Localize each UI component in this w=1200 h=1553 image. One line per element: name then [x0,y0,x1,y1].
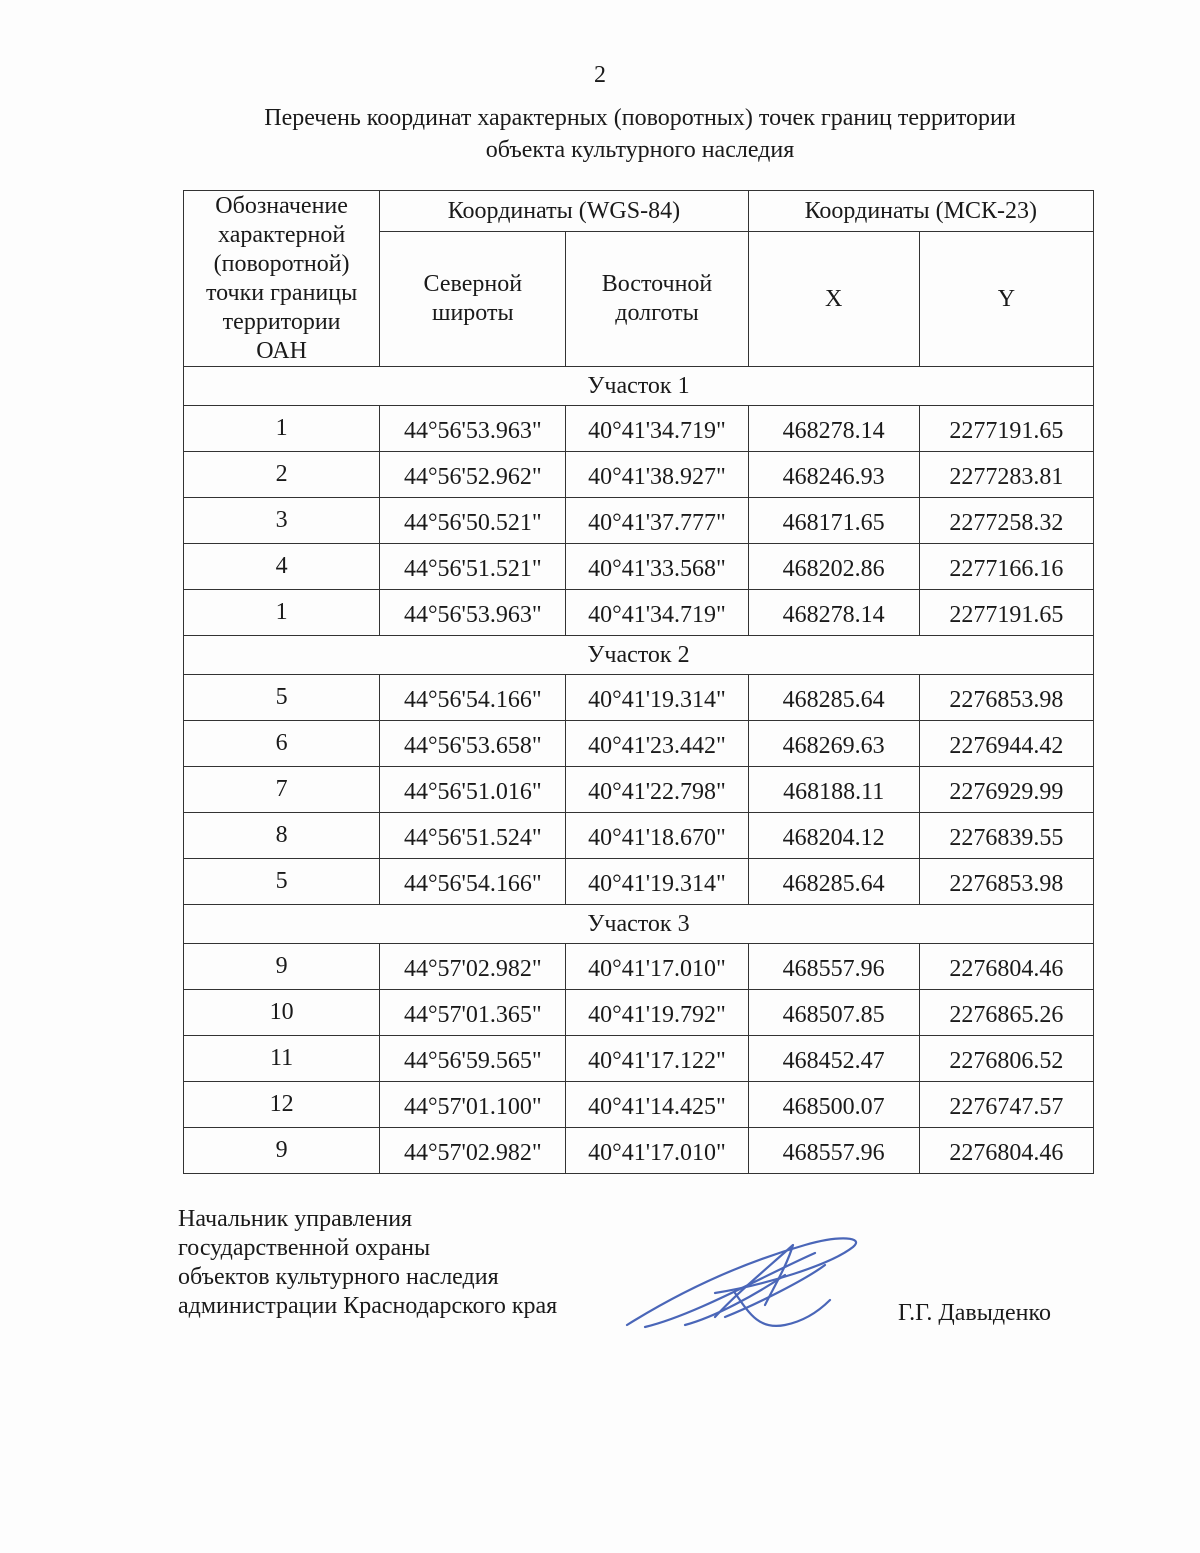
point-number-cell: 5 [184,859,380,905]
table-row [184,406,1094,452]
latitude-cell: 44°56'53.658" [380,721,566,767]
position-line: Начальник управления [178,1206,413,1232]
point-number-cell: 5 [184,675,380,721]
table-row [184,1128,1094,1174]
longitude-cell: 40°41'14.425" [566,1082,748,1128]
point-number-cell: 9 [184,944,380,990]
latitude-cell: 44°57'01.100" [380,1082,566,1128]
latitude-cell: 44°56'59.565" [380,1036,566,1082]
x-coordinate-cell: 468285.64 [748,675,919,721]
x-coordinate-cell: 468171.65 [748,498,919,544]
position-line: администрации Краснодарского края [178,1293,558,1319]
wgs84-header: Координаты (WGS-84) [380,191,748,232]
y-coordinate-cell: 2276806.52 [919,1036,1093,1082]
latitude-cell: 44°56'53.963" [380,590,566,636]
y-coordinate-cell: 2276804.46 [919,1128,1093,1174]
point-number-cell: 4 [184,544,380,590]
y-coordinate-cell: 2277283.81 [919,452,1093,498]
y-coordinate-cell: 2276929.99 [919,767,1093,813]
x-coordinate-cell: 468202.86 [748,544,919,590]
position-line: объектов культурного наследия [178,1264,499,1290]
x-coordinate-cell: 468557.96 [748,944,919,990]
latitude-cell: 44°57'01.365" [380,990,566,1036]
x-coordinate-cell: 468452.47 [748,1036,919,1082]
longitude-cell: 40°41'34.719" [566,590,748,636]
point-number-cell: 1 [184,406,380,452]
table-row [184,544,1094,590]
handwritten-signature [615,1225,875,1335]
latitude-cell: 44°56'51.524" [380,813,566,859]
table-row [184,721,1094,767]
x-coordinate-cell: 468278.14 [748,590,919,636]
table-row [184,944,1094,990]
point-number-cell: 7 [184,767,380,813]
point-number-cell: 12 [184,1082,380,1128]
section-row [184,636,1094,675]
longitude-cell: 40°41'34.719" [566,406,748,452]
longitude-cell: 40°41'33.568" [566,544,748,590]
y-coordinate-cell: 2276853.98 [919,675,1093,721]
longitude-cell: 40°41'37.777" [566,498,748,544]
y-coordinate-cell: 2277191.65 [919,406,1093,452]
point-number-cell: 11 [184,1036,380,1082]
msk23-header: Координаты (МСК-23) [748,191,1093,232]
latitude-cell: 44°56'52.962" [380,452,566,498]
longitude-cell: 40°41'19.314" [566,859,748,905]
y-coordinate-cell: 2276944.42 [919,721,1093,767]
x-coordinate-cell: 468188.11 [748,767,919,813]
table-row [184,859,1094,905]
longitude-header: Восточной долготы [566,232,748,367]
table-row [184,767,1094,813]
table-row [184,452,1094,498]
x-coordinate-cell: 468500.07 [748,1082,919,1128]
latitude-cell: 44°57'02.982" [380,1128,566,1174]
point-number-cell: 10 [184,990,380,1036]
table-row [184,675,1094,721]
y-coordinate-cell: 2277191.65 [919,590,1093,636]
latitude-cell: 44°56'53.963" [380,406,566,452]
latitude-cell: 44°56'54.166" [380,859,566,905]
table-row [184,990,1094,1036]
point-number-cell: 2 [184,452,380,498]
table-row [184,590,1094,636]
longitude-cell: 40°41'38.927" [566,452,748,498]
longitude-cell: 40°41'17.122" [566,1036,748,1082]
document-title [140,102,1140,166]
table-row [184,498,1094,544]
longitude-cell: 40°41'18.670" [566,813,748,859]
x-coordinate-cell: 468278.14 [748,406,919,452]
point-number-cell: 6 [184,721,380,767]
x-coordinate-cell: 468285.64 [748,859,919,905]
table-row [184,813,1094,859]
signatory-name: Г.Г. Давыденко [898,1300,1051,1326]
x-coordinate-cell: 468507.85 [748,990,919,1036]
point-designation-header: Обозначение характерной (поворотной) точки границы территории ОАН [184,191,380,367]
y-coordinate-cell: 2277258.32 [919,498,1093,544]
longitude-cell: 40°41'17.010" [566,1128,748,1174]
page-number: 2 [594,62,606,88]
table-row [184,1082,1094,1128]
point-number-cell: 8 [184,813,380,859]
position-line: государственной охраны [178,1235,431,1261]
longitude-cell: 40°41'22.798" [566,767,748,813]
latitude-cell: 44°57'02.982" [380,944,566,990]
section-title: Участок 3 [184,905,1094,944]
point-number-cell: 3 [184,498,380,544]
table-header-row [184,191,1094,232]
longitude-cell: 40°41'19.314" [566,675,748,721]
x-coordinate-cell: 468557.96 [748,1128,919,1174]
x-coordinate-cell: 468246.93 [748,452,919,498]
longitude-cell: 40°41'23.442" [566,721,748,767]
longitude-cell: 40°41'19.792" [566,990,748,1036]
y-coordinate-cell: 2276804.46 [919,944,1093,990]
x-coordinate-cell: 468269.63 [748,721,919,767]
latitude-cell: 44°56'54.166" [380,675,566,721]
section-row [184,367,1094,406]
point-number-cell: 1 [184,590,380,636]
coordinates-table [183,190,1094,1174]
section-title: Участок 2 [184,636,1094,675]
x-coordinate-cell: 468204.12 [748,813,919,859]
table-row [184,1036,1094,1082]
y-header: Y [919,232,1093,367]
y-coordinate-cell: 2276865.26 [919,990,1093,1036]
x-header: X [748,232,919,367]
point-number-cell: 9 [184,1128,380,1174]
y-coordinate-cell: 2276839.55 [919,813,1093,859]
title-line-2: объекта культурного наследия [485,137,795,163]
section-row [184,905,1094,944]
latitude-header: Северной широты [380,232,566,367]
signatory-position [178,1205,557,1321]
table-body [184,367,1094,1174]
y-coordinate-cell: 2277166.16 [919,544,1093,590]
title-line-1: Перечень координат характерных (поворотных) точек границ территории [264,105,1016,131]
y-coordinate-cell: 2276853.98 [919,859,1093,905]
longitude-cell: 40°41'17.010" [566,944,748,990]
section-title: Участок 1 [184,367,1094,406]
y-coordinate-cell: 2276747.57 [919,1082,1093,1128]
latitude-cell: 44°56'51.521" [380,544,566,590]
latitude-cell: 44°56'50.521" [380,498,566,544]
latitude-cell: 44°56'51.016" [380,767,566,813]
